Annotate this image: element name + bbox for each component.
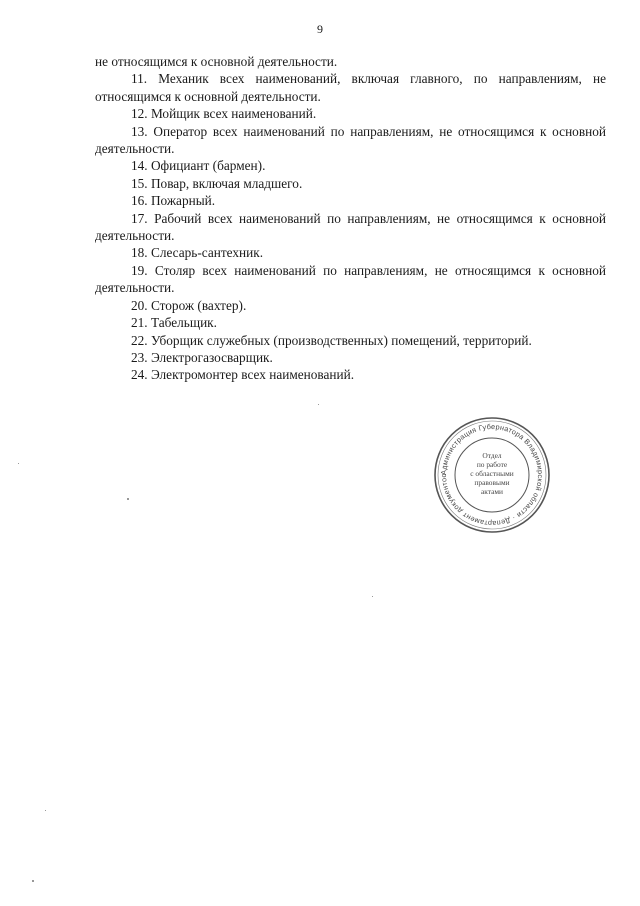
list-item: 15. Повар, включая младшего. — [131, 175, 303, 191]
scan-speck — [32, 880, 34, 882]
list-item: 14. Официант (бармен). — [131, 158, 266, 174]
list-item: 19. Столяр всех наименований по направлениям, не относящимся к основной деятельности. — [95, 262, 606, 296]
scan-speck — [18, 463, 19, 464]
list-item: 24. Электромонтер всех наименований. — [131, 367, 355, 383]
scan-speck — [318, 404, 319, 405]
scan-speck — [45, 810, 46, 811]
stamp-center-line: по работе — [476, 460, 508, 469]
stamp-ring-text: Администрация Губернатора Владимирской области · Департамент документоо — [438, 421, 546, 529]
page-number: 9 — [317, 22, 323, 36]
stamp-center-line: с областными — [470, 469, 514, 478]
list-item: 21. Табельщик. — [131, 315, 217, 331]
list-item: 13. Оператор всех наименований по направлениям, не относящимся к основной деятельности. — [95, 123, 606, 157]
list-item: 18. Слесарь-сантехник. — [131, 245, 264, 261]
list-item: 23. Электрогазосварщик. — [131, 349, 273, 365]
list-item: 16. Пожарный. — [131, 193, 216, 209]
list-item: 20. Сторож (вахтер). — [131, 297, 247, 313]
official-stamp — [433, 416, 551, 534]
continuation-line: не относящимся к основной деятельности. — [95, 54, 338, 69]
stamp-center-line: Отдел — [482, 451, 502, 460]
stamp-center-line: правовыми — [474, 478, 510, 487]
scan-speck — [372, 596, 373, 597]
scan-speck — [127, 498, 129, 500]
list-item: 12. Мойщик всех наименований. — [131, 106, 317, 122]
list-item: 11. Механик всех наименований, включая главного, по направлениям, не относящимся к основной деятельности. — [95, 71, 606, 104]
list-item: 22. Уборщик служебных (производственных) помещений, территорий. — [131, 332, 532, 348]
stamp-center-line: актами — [480, 487, 504, 496]
list-item: 17. Рабочий всех наименований по направлениям, не относящимся к основной деятельности. — [95, 210, 606, 244]
document-body — [95, 53, 606, 384]
